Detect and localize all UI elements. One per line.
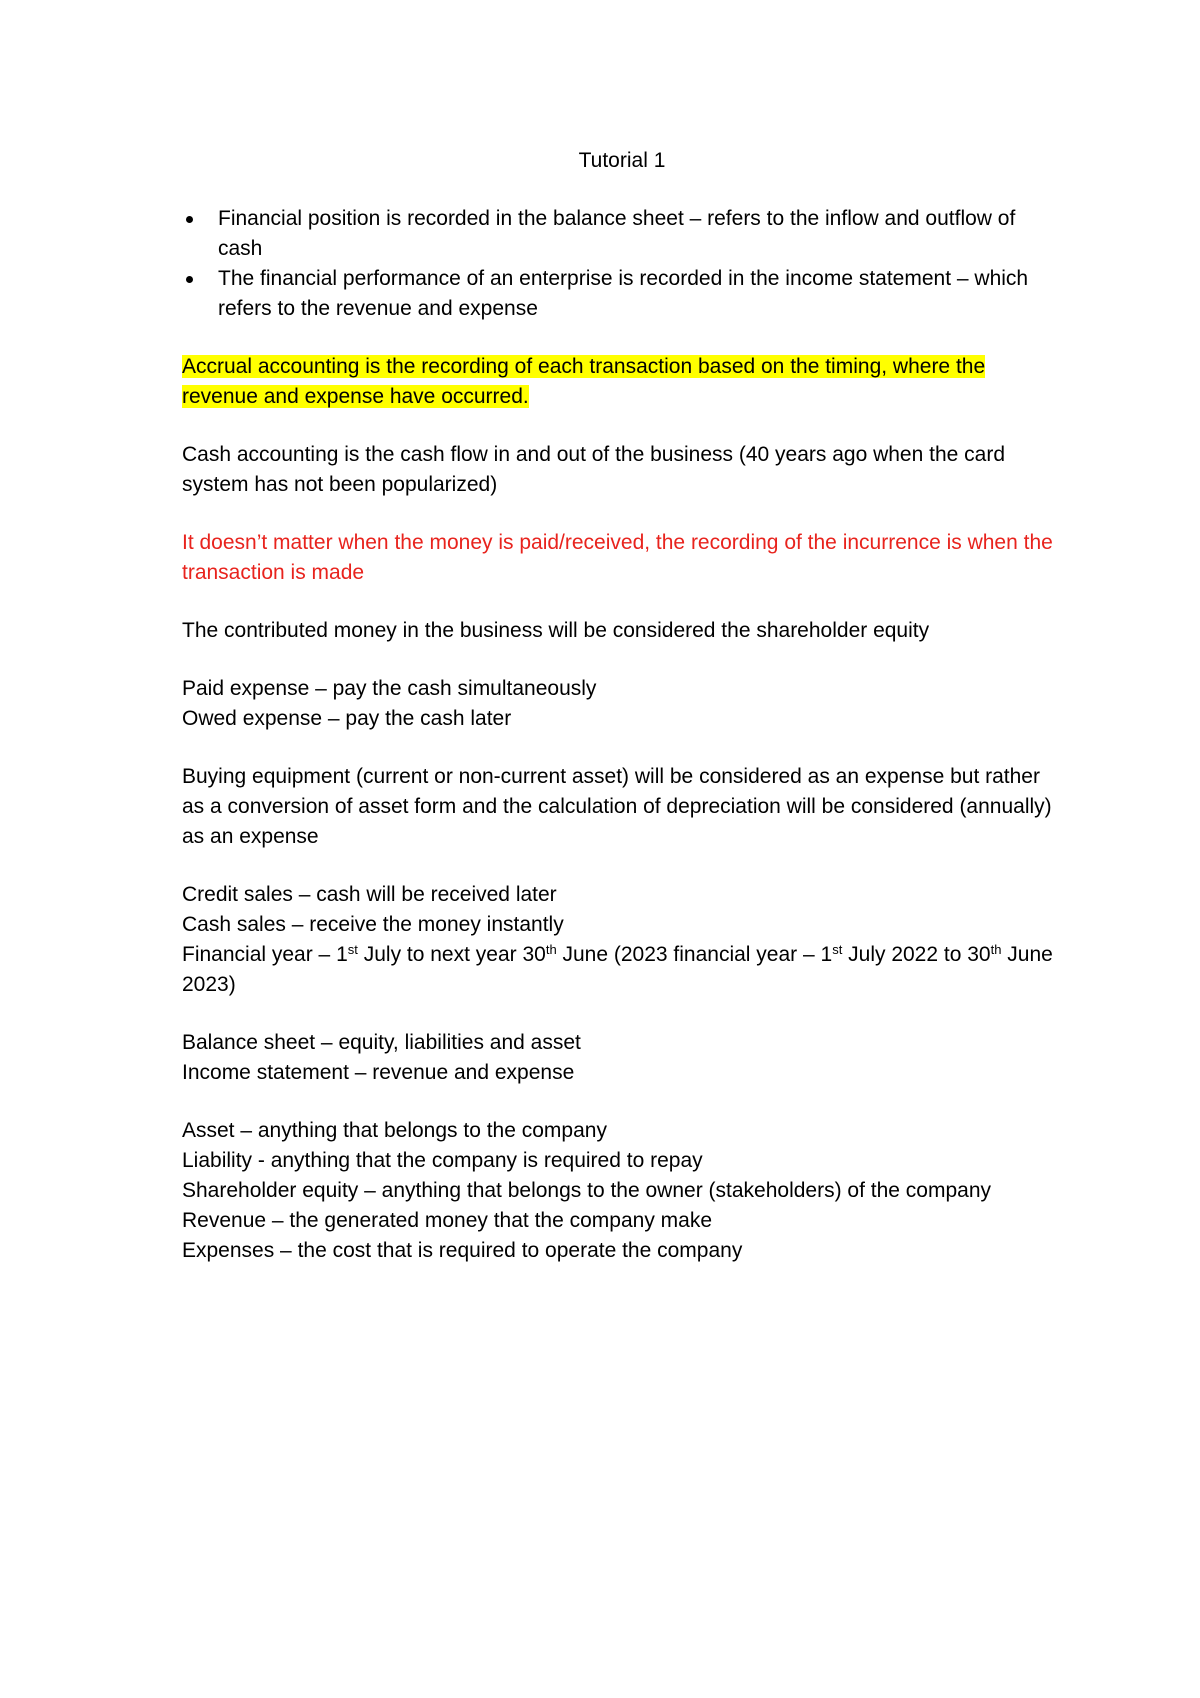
financial-year-text: July to next year 30 [357,943,546,966]
definition-revenue: Revenue – the generated money that the company make [182,1209,713,1232]
income-statement-line: Income statement – revenue and expense [182,1061,575,1084]
accrual-paragraph [182,352,1062,412]
financial-year-line [182,940,1062,1000]
statement-lines [182,1028,1062,1088]
document-body [182,146,1062,1294]
bullet-icon [186,276,193,283]
list-item [182,264,1062,324]
equipment-paragraph: Buying equipment (current or non-current asset) will be considered as an expense but rather as a conversion of asset form and the calculation of depreciation will be considered (annually) as an expense [182,765,1052,848]
list-item [182,204,1062,264]
financial-year-text: June (2023 financial year – 1 [556,943,833,966]
financial-year-text: June 2023) [182,943,1053,996]
bullet-list [182,204,1062,324]
paid-expense-line: Paid expense – pay the cash simultaneously [182,677,597,700]
financial-year-text: July 2022 to 30 [842,943,991,966]
cash-sales-line: Cash sales – receive the money instantly [182,913,564,936]
bullet-icon [186,216,193,223]
balance-sheet-line: Balance sheet – equity, liabilities and asset [182,1031,581,1054]
page-title: Tutorial 1 [578,149,666,172]
definition-expenses: Expenses – the cost that is required to operate the company [182,1239,743,1262]
superscript: th [990,942,1002,957]
credit-sales-line: Credit sales – cash will be received later [182,883,557,906]
expense-lines [182,674,1062,734]
definition-lines [182,1116,1062,1266]
superscript: st [832,942,843,957]
financial-year-text: Financial year – 1 [182,943,348,966]
cash-accounting-paragraph: Cash accounting is the cash flow in and out of the business (40 years ago when the card system has not been popularized) [182,443,1005,496]
definition-asset: Asset – anything that belongs to the company [182,1119,607,1142]
definition-liability: Liability - anything that the company is required to repay [182,1149,703,1172]
definition-shareholder-equity: Shareholder equity – anything that belongs to the owner (stakeholders) of the company [182,1179,992,1202]
highlighted-text: Accrual accounting is the recording of each transaction based on the timing, where the revenue and expense have occurred. [182,355,986,408]
owed-expense-line: Owed expense – pay the cash later [182,707,512,730]
superscript: st [347,942,358,957]
bullet-text: Financial position is recorded in the balance sheet – refers to the inflow and outflow of cash [218,207,1016,260]
bullet-text: The financial performance of an enterprise is recorded in the income statement – which refers to the revenue and expense [218,267,1029,320]
equity-paragraph: The contributed money in the business will be considered the shareholder equity [182,619,930,642]
superscript: th [545,942,557,957]
red-note-paragraph: It doesn’t matter when the money is paid/received, the recording of the incurrence is when the transaction is made [182,531,1053,584]
sales-lines [182,880,1062,1000]
